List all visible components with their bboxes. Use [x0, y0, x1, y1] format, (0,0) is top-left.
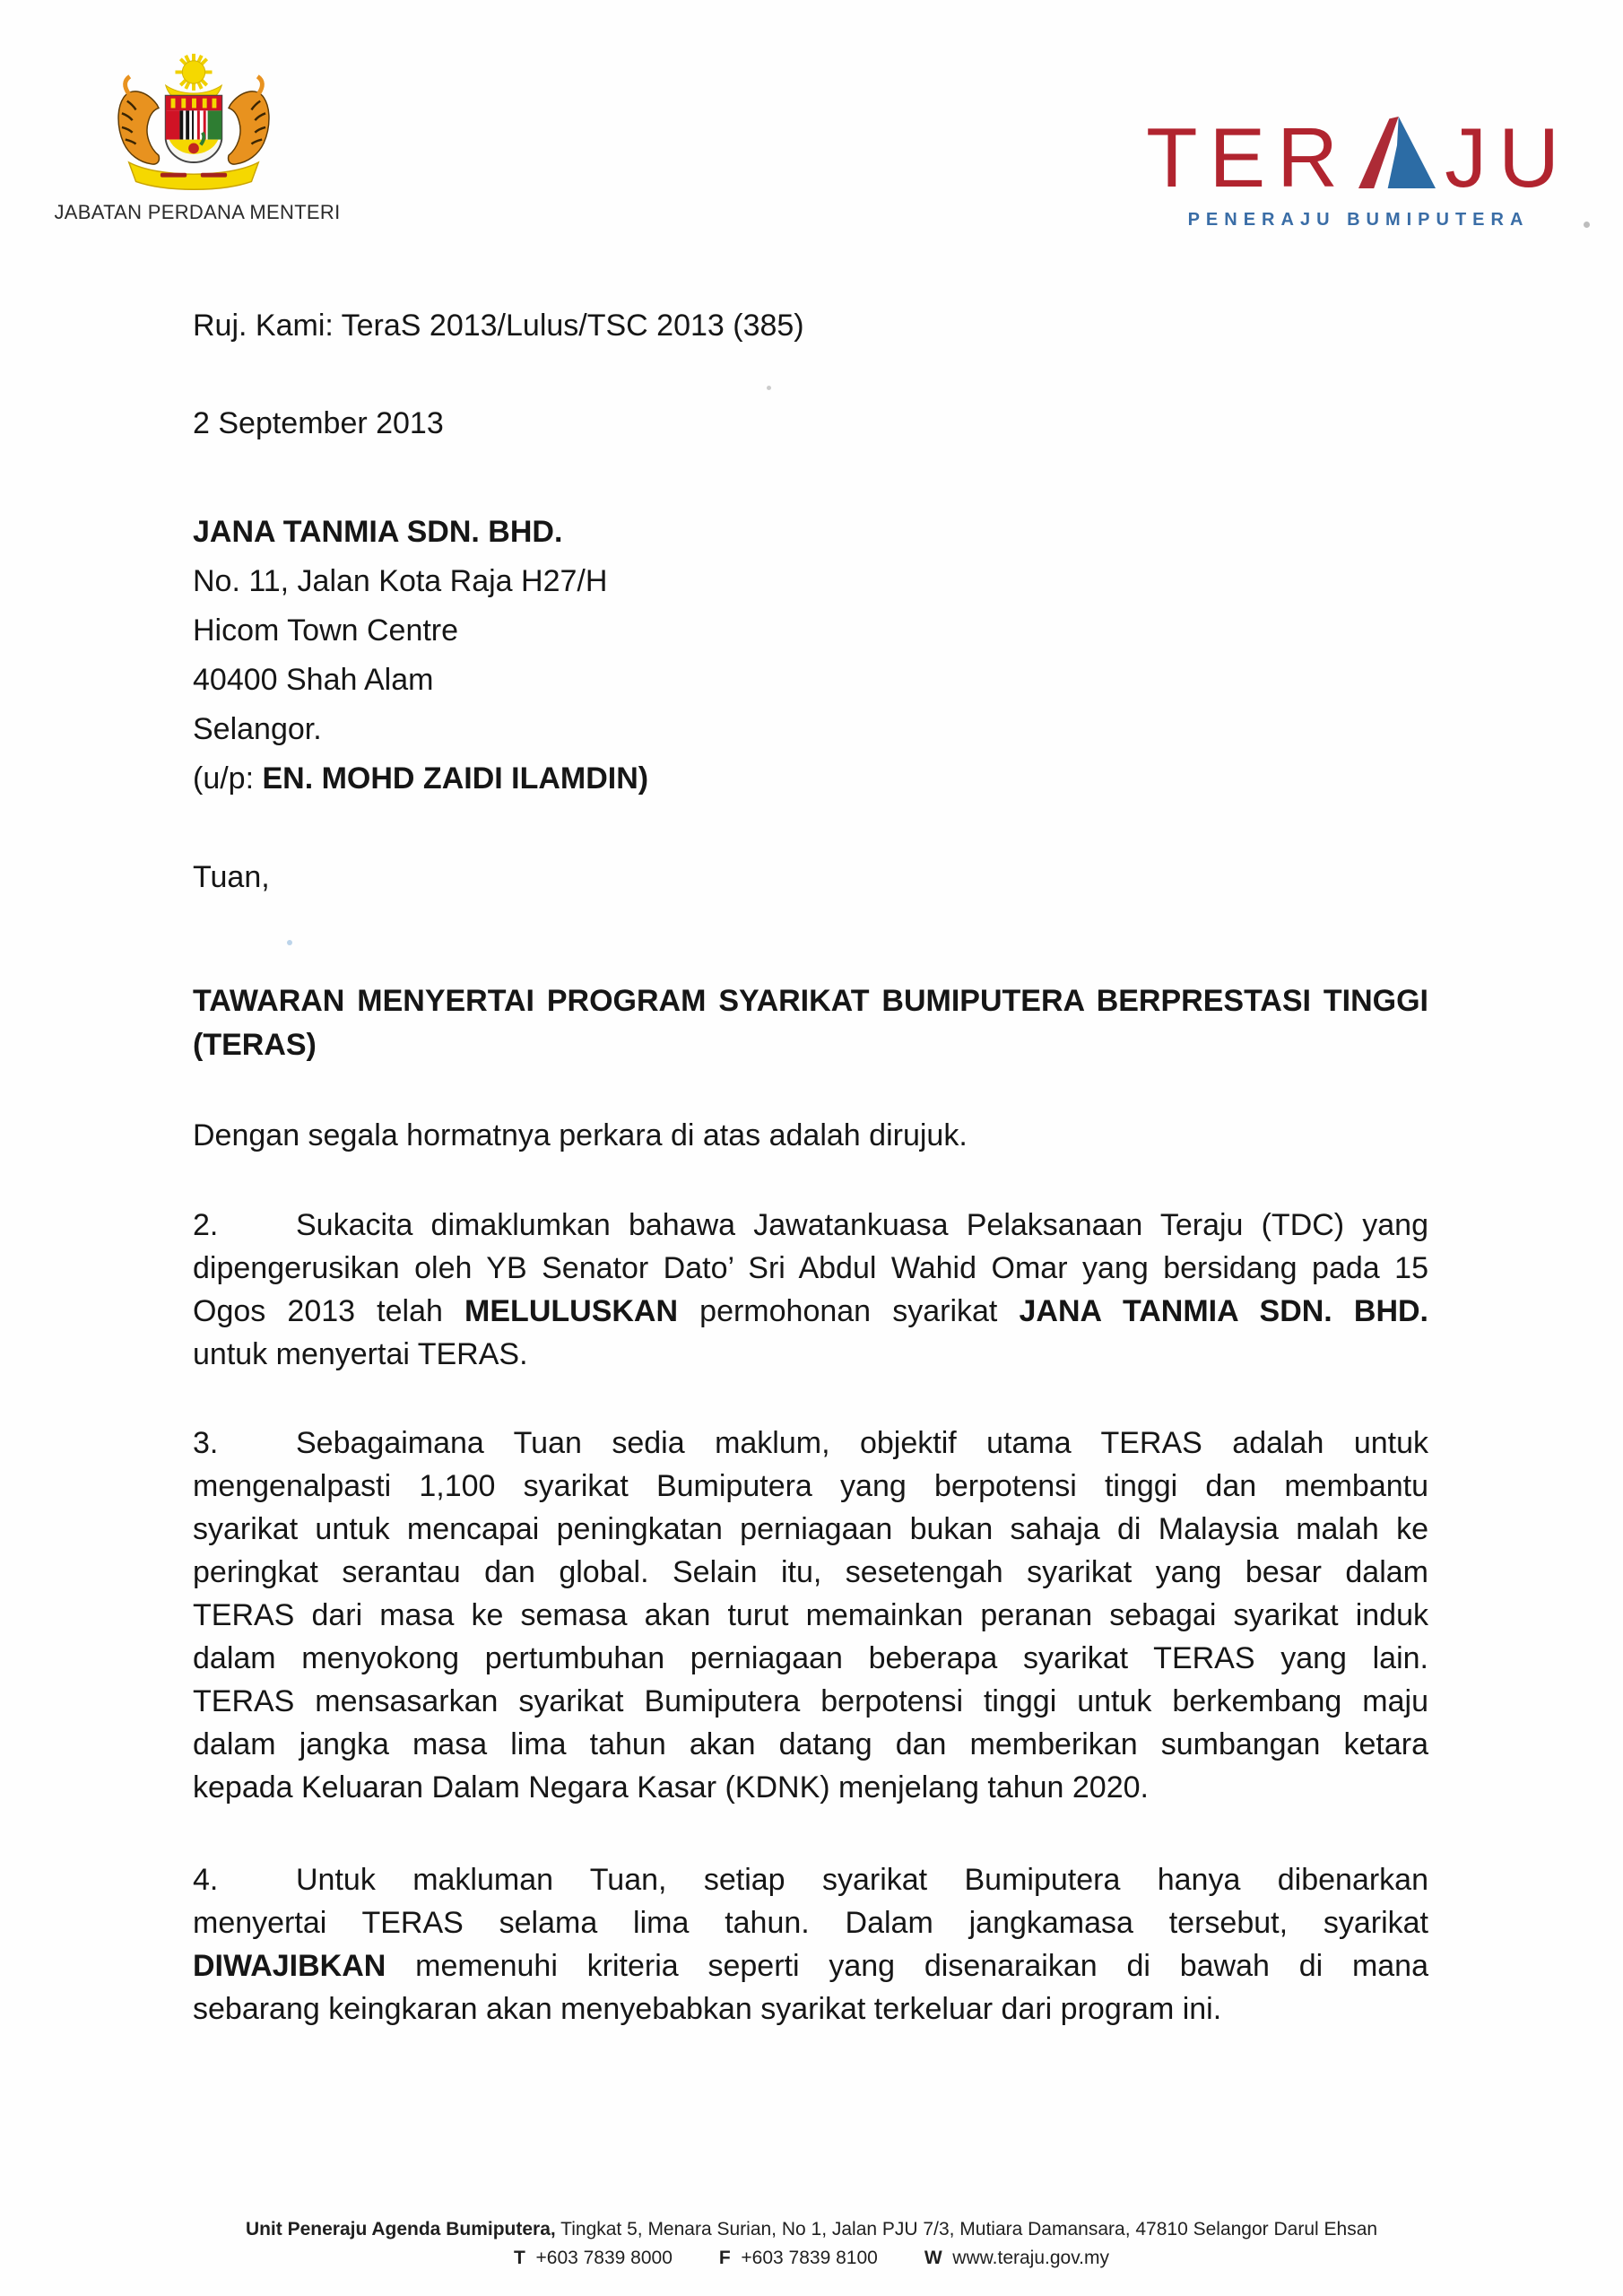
footer-contacts [0, 2248, 1623, 2269]
text-line: 3. Sebagaimana Tuan sedia maklum, objektif utama TERAS adalah untuk [193, 1426, 1428, 1460]
text-line: TERAS mensasarkan syarikat Bumiputera berpotensi tinggi untuk berkembang maju [193, 1684, 1428, 1718]
paragraph-4 [193, 1858, 1428, 2031]
wordmark-prefix: TER [1146, 110, 1350, 204]
paragraph-opening [193, 1114, 1428, 1157]
paragraph-2 [193, 1204, 1428, 1376]
text-line: kepada Keluaran Dalam Negara Kasar (KDNK) menjelang tahun 2020. [193, 1770, 1149, 1805]
scan-artifact [287, 940, 292, 945]
wordmark-suffix: JU [1445, 110, 1571, 204]
teraju-triangle-icon [1358, 117, 1436, 188]
text-line: Hicom Town Centre [193, 613, 459, 648]
text-line: (u/p: EN. MOHD ZAIDI ILAMDIN) [193, 761, 649, 796]
subject-heading [193, 979, 1428, 1067]
text-line: 2. Sukacita dimaklumkan bahawa Jawatankuasa Pelaksanaan Teraju (TDC) yang [193, 1208, 1428, 1242]
text-line: peringkat serantau dan global. Selain itu, sesetengah syarikat yang besar dalam [193, 1555, 1428, 1589]
agency-name: JABATAN PERDANA MENTERI [54, 201, 341, 223]
text-line: Unit Peneraju Agenda Bumiputera, Tingkat 5, Menara Surian, No 1, Jalan PJU 7/3, Mutiara Damansara, 47810 Selangor Darul Ehsan [245, 2219, 1378, 2239]
paragraph-3 [193, 1422, 1428, 1809]
malaysia-coat-of-arms-icon [106, 50, 282, 199]
text-line: menyertai TERAS selama lima tahun. Dalam jangkamasa tersebut, syarikat [193, 1906, 1428, 1940]
date-line: 2 September 2013 [193, 406, 444, 440]
text-line: Selangor. [193, 712, 322, 746]
text-line: JANA TANMIA SDN. BHD. [193, 515, 563, 549]
text-line: 4. Untuk makluman Tuan, setiap syarikat Bumiputera hanya dibenarkan [193, 1863, 1428, 1897]
scan-artifact [767, 386, 771, 390]
text-line: sebarang keingkaran akan menyebabkan syarikat terkeluar dari program ini. [193, 1992, 1222, 2026]
text-line: 40400 Shah Alam [193, 663, 434, 697]
text-line: TERAS dari masa ke semasa akan turut memainkan peranan sebagai syarikat induk [193, 1598, 1428, 1632]
text-line: TAWARAN MENYERTAI PROGRAM SYARIKAT BUMIPUTERA BERPRESTASI TINGGI [193, 984, 1428, 1018]
scan-artifact [1584, 222, 1590, 228]
text-line: mengenalpasti 1,100 syarikat Bumiputera yang berpotensi tinggi dan membantu [193, 1469, 1428, 1503]
text-line: Dengan segala hormatnya perkara di atas adalah dirujuk. [193, 1118, 968, 1152]
text-line: dipengerusikan oleh YB Senator Dato’ Sri Abdul Wahid Omar yang bersidang pada 15 [193, 1251, 1428, 1285]
footer-address [0, 2219, 1623, 2240]
text-line: DIWAJIBKAN memenuhi kriteria seperti yang disenaraikan di bawah di mana [193, 1949, 1428, 1983]
text-line: T +603 7839 8000 F +603 7839 8100 W www.teraju.gov.my [514, 2248, 1109, 2268]
text-line: Ogos 2013 telah MELULUSKAN permohonan syarikat JANA TANMIA SDN. BHD. [193, 1294, 1428, 1328]
text-line: dalam menyokong pertumbuhan perniagaan beberapa syarikat TERAS yang lain. [193, 1641, 1428, 1675]
text-line: (TERAS) [193, 1028, 317, 1062]
teraju-tagline: PENERAJU BUMIPUTERA [1187, 210, 1530, 230]
reference-line: Ruj. Kami: TeraS 2013/Lulus/TSC 2013 (385) [193, 309, 804, 343]
text-line: syarikat untuk mencapai peningkatan perniagaan bukan sahaja di Malaysia malah ke [193, 1512, 1428, 1546]
teraju-logo [1146, 110, 1571, 230]
recipient-address [193, 508, 648, 804]
salutation: Tuan, [193, 860, 270, 894]
text-line: untuk menyertai TERAS. [193, 1337, 528, 1371]
text-line: dalam jangka masa lima tahun akan datang dan memberikan sumbangan ketara [193, 1727, 1428, 1761]
teraju-wordmark [1146, 110, 1571, 204]
text-line: No. 11, Jalan Kota Raja H27/H [193, 564, 608, 598]
